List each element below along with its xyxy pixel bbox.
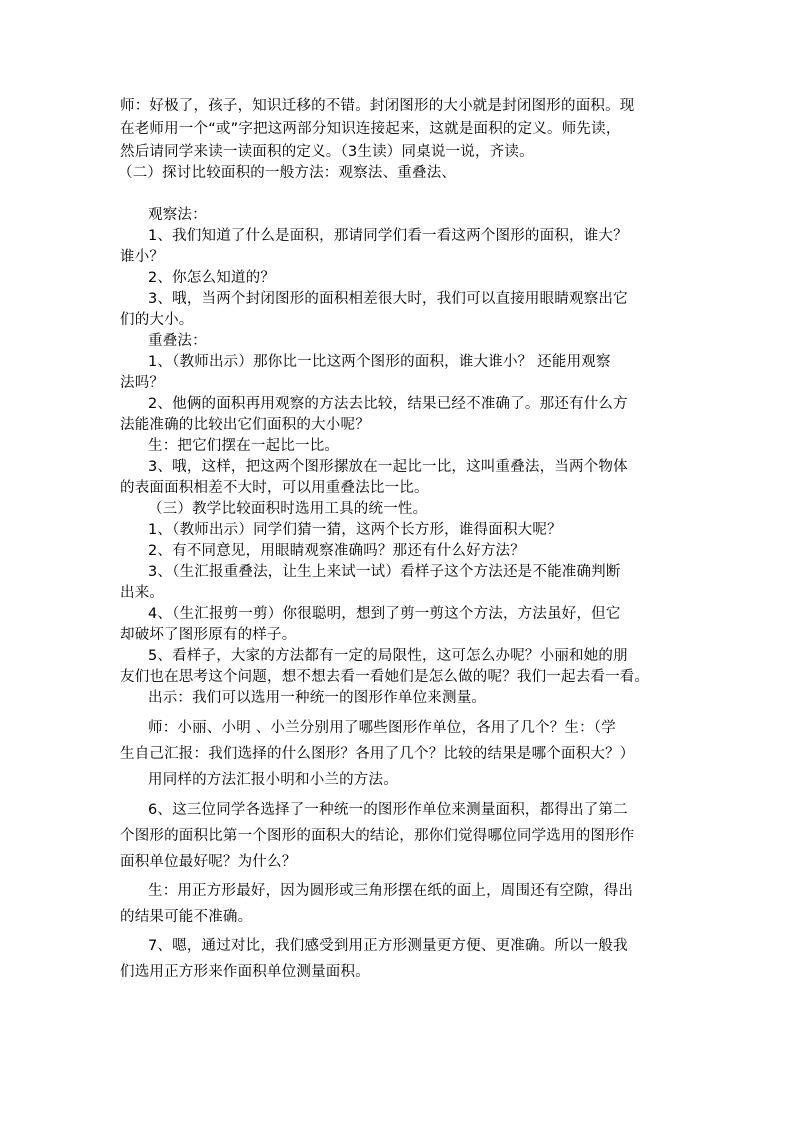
text-line: 师：小丽、小明 、小兰分别用了哪些图形作单位，各用了几个？生：（学	[148, 720, 616, 736]
text-line: 出来。	[120, 585, 165, 601]
text-line: 2、他俩的面积再用观察的方法去比较，结果已经不准确了。那还有什么方	[148, 396, 628, 412]
text-line: 在老师用一个“或”字把这两部分知识连接起来，这就是面积的定义。师先读，	[120, 121, 621, 137]
text-line: 1、我们知道了什么是面积，那请同学们看一看这两个图形的面积，谁大？	[148, 228, 628, 244]
text-line: 法吗？	[120, 375, 165, 391]
text-line: 生：用正方形最好，因为圆形或三角形摆在纸的面上，周围还有空隙，得出	[148, 883, 634, 899]
text-line: 却破坏了图形原有的样子。	[120, 627, 297, 643]
text-line: 用同样的方法汇报小明和小兰的方法。	[148, 772, 398, 788]
text-line: 2、有不同意见，用眼睛观察准确吗？那还有什么好方法？	[148, 543, 525, 559]
text-line: 6、这三位同学各选择了一种统一的图形作单位来测量面积，都得出了第二	[148, 802, 628, 818]
text-line: 4、（生汇报剪一剪）你很聪明，想到了剪一剪这个方法，方法虽好，但它	[148, 606, 621, 622]
text-line: 生自己汇报：我们选择的什么图形？各用了几个？比较的结果是哪个面积大？）	[120, 746, 635, 762]
text-line: 7、嗯，通过对比，我们感受到用正方形测量更方便、更准确。所以一般我	[148, 938, 628, 954]
text-line: 3、哦，当两个封闭图形的面积相差很大时，我们可以直接用眼睛观察出它	[148, 291, 628, 307]
text-line: 法能准确的比较出它们面积的大小呢？	[120, 417, 370, 433]
text-line: 3、（生汇报重叠法，让生上来试一试）看样子这个方法还是不能准确判断	[148, 564, 621, 580]
section-heading: （三）教学比较面积时选用工具的统一性。	[148, 501, 428, 517]
text-line: 2、你怎么知道的？	[148, 270, 276, 286]
subheading: 观察法：	[148, 207, 207, 223]
text-line: 的表面面积相差不大时，可以用重叠法比一比。	[120, 480, 429, 496]
section-heading: （二）探讨比较面积的一般方法：观察法、重叠法、	[118, 165, 457, 181]
text-line: 友们也在思考这个问题，想不想去看一看她们是怎么做的呢？我们一起去看一看。	[120, 669, 650, 685]
text-line: 面积单位最好呢？为什么？	[120, 854, 297, 870]
text-line: 5、看样子，大家的方法都有一定的局限性，这可怎么办呢？小丽和她的朋	[148, 648, 628, 664]
text-line: 3、哦，这样，把这两个图形摞放在一起比一比，这叫重叠法，当两个物体	[148, 459, 628, 475]
text-line: 谁小？	[120, 249, 165, 265]
text-line: 师：好极了，孩子，知识迁移的不错。封闭图形的大小就是封闭图形的面积。现	[120, 98, 635, 114]
text-line: 1、（教师出示）同学们猜一猜，这两个长方形，谁得面积大呢？	[148, 522, 562, 538]
text-line: 1、（教师出示）那你比一比这两个图形的面积，谁大谁小？ 还能用观察	[148, 354, 611, 370]
subheading: 重叠法：	[148, 333, 207, 349]
text-line: 们的大小。	[120, 312, 194, 328]
text-line: 个图形的面积比第一个图形的面积大的结论，那你们觉得哪位同学选用的图形作	[120, 828, 635, 844]
text-line: 生：把它们摆在一起比一比。	[148, 438, 340, 454]
text-line: 们选用正方形来作面积单位测量面积。	[120, 964, 370, 980]
text-line: 的结果可能不准确。	[120, 909, 253, 925]
text-line: 出示：我们可以选用一种统一的图形作单位来测量。	[148, 690, 487, 706]
text-line: 然后请同学来读一读面积的定义。（3生读）同桌说一说，齐读。	[120, 144, 534, 160]
